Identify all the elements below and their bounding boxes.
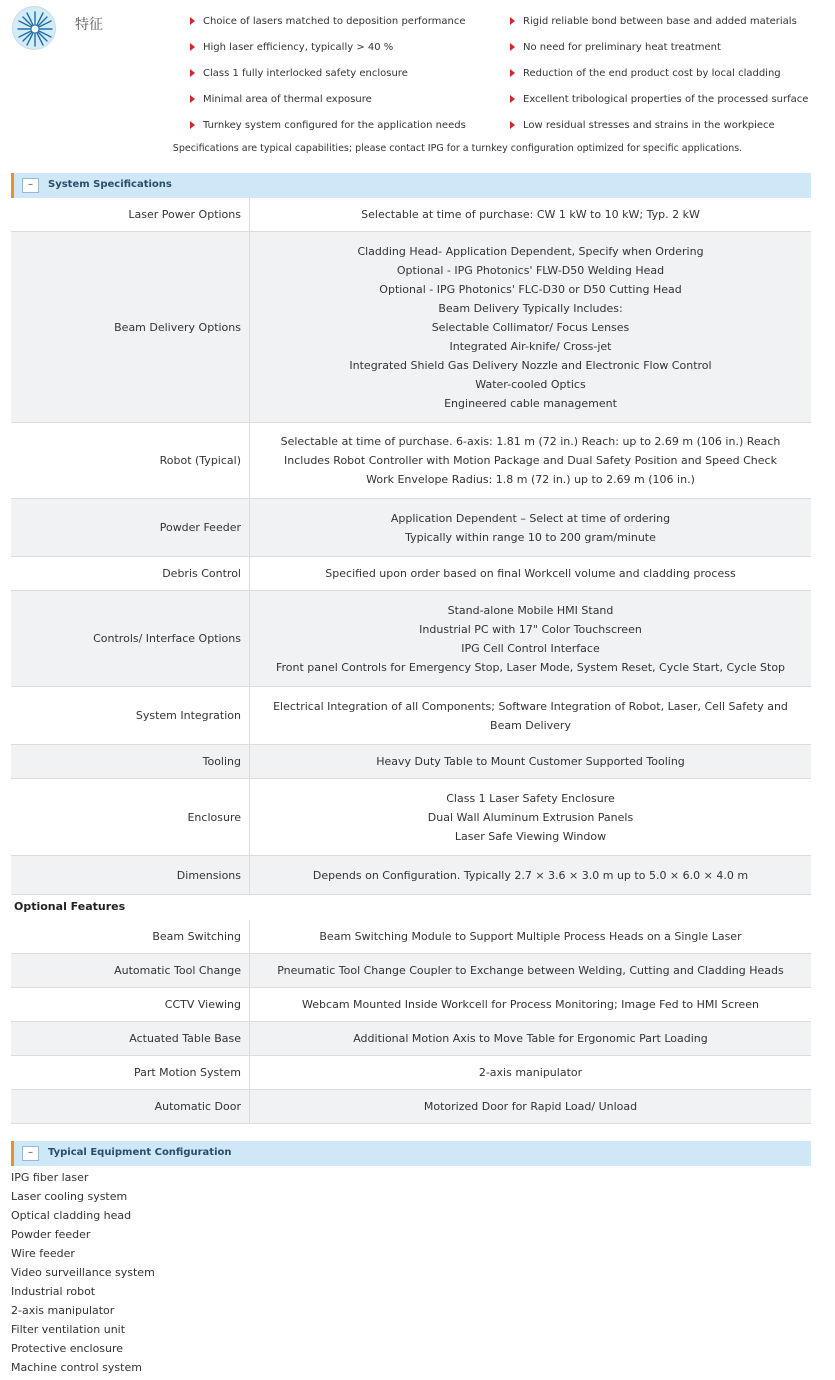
spec-row xyxy=(11,591,811,687)
option-row xyxy=(11,920,811,954)
spec-label: System Integration xyxy=(11,687,250,744)
spec-value: Cladding Head- Application Dependent, Specify when Ordering Optional - IPG Photonics' FLW-D50 Welding Head Optional - IPG Photonics' FLC-D30 or D50 Cutting Head Beam Delivery Typically Includes: Selectable Collimator/ Focus Lenses Integrated Air-knife/ Cross-jet Integrated Shield Gas Delivery Nozzle and Electronic Flow Control Water-cooled Optics Engineered cable management xyxy=(349,244,712,410)
equipment-list xyxy=(11,1168,155,1377)
feature-item: Rigid reliable bond between base and added materials xyxy=(510,16,797,27)
list-item: Machine control system xyxy=(11,1361,142,1374)
laser-star-icon xyxy=(12,6,56,50)
spec-label: Laser Power Options xyxy=(11,198,250,231)
option-label: Beam Switching xyxy=(11,920,250,953)
bullet-arrow-icon xyxy=(510,43,515,51)
spec-value: Specified upon order based on final Workcell volume and cladding process xyxy=(325,567,736,580)
option-label: Automatic Door xyxy=(11,1090,250,1123)
list-item: Filter ventilation unit xyxy=(11,1323,126,1336)
option-row xyxy=(11,1056,811,1090)
spec-label: Beam Delivery Options xyxy=(11,232,250,422)
spec-row xyxy=(11,198,811,232)
list-item: Optical cladding head xyxy=(11,1209,132,1222)
bullet-arrow-icon xyxy=(510,121,515,129)
spec-label: Robot (Typical) xyxy=(11,423,250,498)
collapse-toggle-button[interactable]: – xyxy=(22,178,39,193)
features-note: Specifications are typical capabilities; please contact IPG for a turnkey configuration optimized for specific applications. xyxy=(172,143,743,154)
feature-item: Turnkey system configured for the application needs xyxy=(190,120,466,131)
bullet-arrow-icon xyxy=(510,17,515,25)
feature-item: Minimal area of thermal exposure xyxy=(190,94,372,105)
spec-row xyxy=(11,856,811,895)
feature-item: Reduction of the end product cost by local cladding xyxy=(510,68,781,79)
spec-label: Enclosure xyxy=(11,779,250,855)
spec-value: Heavy Duty Table to Mount Customer Supported Tooling xyxy=(376,755,685,768)
feature-item: High laser efficiency, typically > 40 % xyxy=(190,42,393,53)
section-title: System Specifications xyxy=(48,179,172,190)
spec-value: Electrical Integration of all Components; Software Integration of Robot, Laser, Cell Safety and Beam Delivery xyxy=(273,699,788,732)
option-value: Webcam Mounted Inside Workcell for Process Monitoring; Image Fed to HMI Screen xyxy=(302,998,759,1011)
spec-label: Tooling xyxy=(11,745,250,778)
feature-item: Choice of lasers matched to deposition performance xyxy=(190,16,466,27)
optional-features-heading: Optional Features xyxy=(14,900,126,913)
spec-value: Selectable at time of purchase: CW 1 kW to 10 kW; Typ. 2 kW xyxy=(361,208,700,221)
option-row xyxy=(11,954,811,988)
spec-row xyxy=(11,232,811,423)
spec-label: Debris Control xyxy=(11,557,250,590)
spec-row xyxy=(11,687,811,745)
list-item: Industrial robot xyxy=(11,1285,96,1298)
option-label: CCTV Viewing xyxy=(11,988,250,1021)
spec-value: Application Dependent – Select at time of ordering Typically within range 10 to 200 gram/minute xyxy=(390,511,671,544)
spec-row xyxy=(11,745,811,779)
bullet-arrow-icon xyxy=(190,69,195,77)
spec-value: Stand-alone Mobile HMI Stand Industrial PC with 17" Color Touchscreen IPG Cell Control Interface Front panel Controls for Emergency Stop, Laser Mode, System Reset, Cycle Start, Cycle Stop xyxy=(275,603,786,674)
list-item: IPG fiber laser xyxy=(11,1171,89,1184)
bullet-arrow-icon xyxy=(190,121,195,129)
collapse-toggle-button[interactable]: – xyxy=(22,1146,39,1161)
option-row xyxy=(11,1090,811,1124)
bullet-arrow-icon xyxy=(190,43,195,51)
list-item: Protective enclosure xyxy=(11,1342,124,1355)
spec-row xyxy=(11,779,811,856)
spec-label: Powder Feeder xyxy=(11,499,250,556)
list-item: 2-axis manipulator xyxy=(11,1304,115,1317)
spec-row xyxy=(11,557,811,591)
features-title: 特征 xyxy=(75,17,103,33)
spec-label: Dimensions xyxy=(11,856,250,894)
option-label: Actuated Table Base xyxy=(11,1022,250,1055)
spec-value: Depends on Configuration. Typically 2.7 × 3.6 × 3.0 m up to 5.0 × 6.0 × 4.0 m xyxy=(312,868,749,882)
spec-row xyxy=(11,499,811,557)
feature-item: No need for preliminary heat treatment xyxy=(510,42,721,53)
feature-item: Low residual stresses and strains in the workpiece xyxy=(510,120,775,131)
bullet-arrow-icon xyxy=(510,95,515,103)
section-title: Typical Equipment Configuration xyxy=(48,1147,232,1158)
option-value: 2-axis manipulator xyxy=(478,1066,583,1079)
option-label: Automatic Tool Change xyxy=(11,954,250,987)
option-value: Pneumatic Tool Change Coupler to Exchange between Welding, Cutting and Cladding Heads xyxy=(277,964,784,977)
spec-value: Selectable at time of purchase. 6-axis: 1.81 m (72 in.) Reach: up to 2.69 m (106 in.) Reach Includes Robot Controller with Motion Package and Dual Safety Position and Speed Check Work Envelope Radius: 1.8 m (72 in.) up to 2.69 m (106 in.) xyxy=(280,435,781,486)
feature-item: Class 1 fully interlocked safety enclosure xyxy=(190,68,408,79)
list-item: Laser cooling system xyxy=(11,1190,128,1203)
option-row xyxy=(11,1022,811,1056)
features-section xyxy=(0,0,835,160)
bullet-arrow-icon xyxy=(190,95,195,103)
equipment-config-header[interactable] xyxy=(11,1141,811,1166)
option-label: Part Motion System xyxy=(11,1056,250,1089)
option-value: Motorized Door for Rapid Load/ Unload xyxy=(423,1100,638,1113)
spec-row xyxy=(11,423,811,499)
list-item: Video surveillance system xyxy=(11,1266,155,1279)
list-item: Powder feeder xyxy=(11,1228,91,1241)
bullet-arrow-icon xyxy=(510,69,515,77)
spec-label: Controls/ Interface Options xyxy=(11,591,250,686)
option-value: Additional Motion Axis to Move Table for Ergonomic Part Loading xyxy=(353,1032,708,1045)
option-row xyxy=(11,988,811,1022)
spec-value: Class 1 Laser Safety Enclosure Dual Wall Aluminum Extrusion Panels Laser Safe Viewing Window xyxy=(427,791,634,843)
list-item: Wire feeder xyxy=(11,1247,75,1260)
bullet-arrow-icon xyxy=(190,17,195,25)
option-value: Beam Switching Module to Support Multiple Process Heads on a Single Laser xyxy=(319,930,742,943)
system-specs-header[interactable] xyxy=(11,173,811,198)
feature-item: Excellent tribological properties of the processed surface xyxy=(510,94,808,105)
